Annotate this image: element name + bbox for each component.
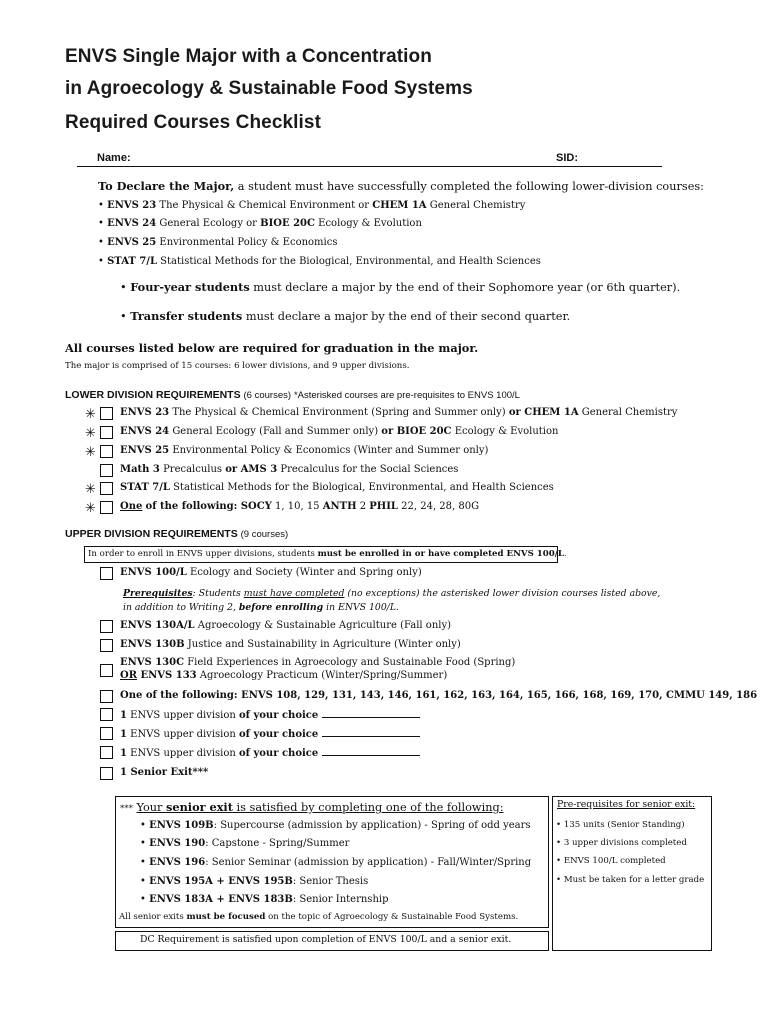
declare-item: • ENVS 23 The Physical & Chemical Environment or CHEM 1A General Chemistry — [98, 200, 526, 211]
prereq-panel-item: • 135 units (Senior Standing) — [556, 820, 685, 830]
upper-course-envs100: ENVS 100/L Ecology and Society (Winter and Spring only) — [120, 567, 422, 578]
checkbox[interactable] — [100, 567, 113, 580]
lower-course-envs24: ENVS 24 General Ecology (Fall and Summer only) or BIOE 20C Ecology & Evolution — [120, 426, 559, 437]
checkbox[interactable] — [100, 727, 113, 740]
upper-choice-2: 1 ENVS upper division of your choice — [120, 727, 420, 740]
lower-division-heading: LOWER DIVISION REQUIREMENTS (6 courses) *Asterisked courses are pre-requisites to ENVS 100/L — [65, 389, 520, 401]
lower-course-envs25: ENVS 25 Environmental Policy & Economics (Winter and Summer only) — [120, 445, 489, 456]
choice-blank[interactable] — [322, 708, 420, 718]
declare-item: • ENVS 24 General Ecology or BIOE 20C Ecology & Evolution — [98, 218, 422, 229]
upper-course-envs130a: ENVS 130A/L Agroecology & Sustainable Agriculture (Fall only) — [120, 620, 452, 631]
lower-course-stat7: STAT 7/L Statistical Methods for the Biological, Environmental, and Health Sciences — [120, 482, 554, 493]
lower-course-one-of: One of the following: SOCY 1, 10, 15 ANTH 2 PHIL 22, 24, 28, 80G — [120, 501, 480, 512]
checkbox[interactable] — [100, 708, 113, 721]
declare-item: • STAT 7/L Statistical Methods for the Biological, Environmental, and Health Sciences — [98, 256, 541, 267]
asterisk-icon: ✳ — [85, 407, 96, 422]
choice-blank[interactable] — [322, 727, 420, 737]
senior-exit-option: • ENVS 109B: Supercourse (admission by application) - Spring of odd years — [140, 820, 531, 831]
senior-exit-focus-note: All senior exits must be focused on the topic of Agroecology & Sustainable Food Systems. — [119, 912, 519, 922]
checkbox[interactable] — [100, 639, 113, 652]
senior-exit-option: • ENVS 196: Senior Seminar (admission by application) - Fall/Winter/Spring — [140, 857, 532, 868]
upper-course-envs133: OR ENVS 133 Agroecology Practicum (Winter/Spring/Summer) — [120, 670, 448, 681]
fouryear-note: • Four-year students must declare a major by the end of their Sophomore year (or 6th quarter). — [120, 280, 681, 294]
lower-course-envs23: ENVS 23 The Physical & Chemical Environment (Spring and Summer only) or CHEM 1A General Chemistry — [120, 407, 678, 418]
upper-choice-3: 1 ENVS upper division of your choice — [120, 746, 420, 759]
senior-exit-option: • ENVS 183A + ENVS 183B: Senior Internship — [140, 894, 389, 905]
asterisk-icon: ✳ — [85, 501, 96, 516]
asterisk-icon: ✳ — [85, 426, 96, 441]
page-title-line-2: in Agroecology & Sustainable Food Systems — [65, 78, 473, 99]
upper-choice-1: 1 ENVS upper division of your choice — [120, 708, 420, 721]
lower-course-math3: Math 3 Precalculus or AMS 3 Precalculus for the Social Sciences — [120, 464, 459, 475]
checkbox[interactable] — [100, 482, 113, 495]
senior-exit-option: • ENVS 195A + ENVS 195B: Senior Thesis — [140, 876, 369, 887]
prereq-panel-heading: Pre-requisites for senior exit: — [557, 799, 696, 810]
checkbox[interactable] — [100, 767, 113, 780]
prereq-panel-item: • ENVS 100/L completed — [556, 856, 666, 866]
declare-intro: To Declare the Major, a student must have successfully completed the following lower-division courses: — [98, 179, 704, 193]
upper-course-envs130c: ENVS 130C Field Experiences in Agroecology and Sustainable Food (Spring) — [120, 657, 516, 668]
required-heading: All courses listed below are required for graduation in the major. — [65, 341, 479, 355]
name-sid-rule — [77, 166, 662, 167]
prereq-note-line-2: in addition to Writing 2, before enrolling in ENVS 100/L. — [123, 602, 399, 613]
checkbox[interactable] — [100, 501, 113, 514]
checkbox[interactable] — [100, 620, 113, 633]
page-title-line-1: ENVS Single Major with a Concentration — [65, 46, 432, 67]
asterisk-icon: ✳ — [85, 445, 96, 460]
checkbox[interactable] — [100, 664, 113, 677]
upper-course-envs130b: ENVS 130B Justice and Sustainability in Agriculture (Winter only) — [120, 639, 461, 650]
choice-blank[interactable] — [322, 746, 420, 756]
page-title-line-3: Required Courses Checklist — [65, 112, 322, 133]
dc-requirement-text: DC Requirement is satisfied upon completion of ENVS 100/L and a senior exit. — [140, 934, 512, 945]
required-subtext: The major is comprised of 15 courses: 6 lower divisions, and 9 upper divisions. — [65, 361, 410, 371]
declare-item: • ENVS 25 Environmental Policy & Economics — [98, 237, 338, 248]
prereq-panel-item: • 3 upper divisions completed — [556, 838, 687, 848]
asterisk-icon: ✳ — [85, 482, 96, 497]
checkbox[interactable] — [100, 426, 113, 439]
checkbox[interactable] — [100, 746, 113, 759]
checkbox[interactable] — [100, 690, 113, 703]
transfer-note: • Transfer students must declare a major by the end of their second quarter. — [120, 309, 571, 323]
checkbox[interactable] — [100, 445, 113, 458]
sid-label: SID: — [556, 152, 578, 164]
prereq-note-line-1: Prerequisites: Students must have completed (no exceptions) the asterisked lower division courses listed above, — [123, 588, 661, 599]
checkbox[interactable] — [100, 464, 113, 477]
prereq-panel-item: • Must be taken for a letter grade — [556, 875, 705, 885]
name-label: Name: — [97, 152, 131, 164]
senior-exit-option: • ENVS 190: Capstone - Spring/Summer — [140, 838, 350, 849]
upper-division-heading: UPPER DIVISION REQUIREMENTS (9 courses) — [65, 528, 289, 540]
senior-exit-heading: *** Your senior exit is satisfied by completing one of the following: — [120, 800, 504, 814]
upper-senior-exit: 1 Senior Exit*** — [120, 767, 209, 778]
checkbox[interactable] — [100, 407, 113, 420]
enroll-note: In order to enroll in ENVS upper divisions, students must be enrolled in or have completed ENVS 100/L. — [88, 549, 567, 559]
upper-course-one-of: One of the following: ENVS 108, 129, 131, 143, 146, 161, 162, 163, 164, 165, 166, 168, 169, 170, CMMU 149, 186 — [120, 690, 758, 701]
